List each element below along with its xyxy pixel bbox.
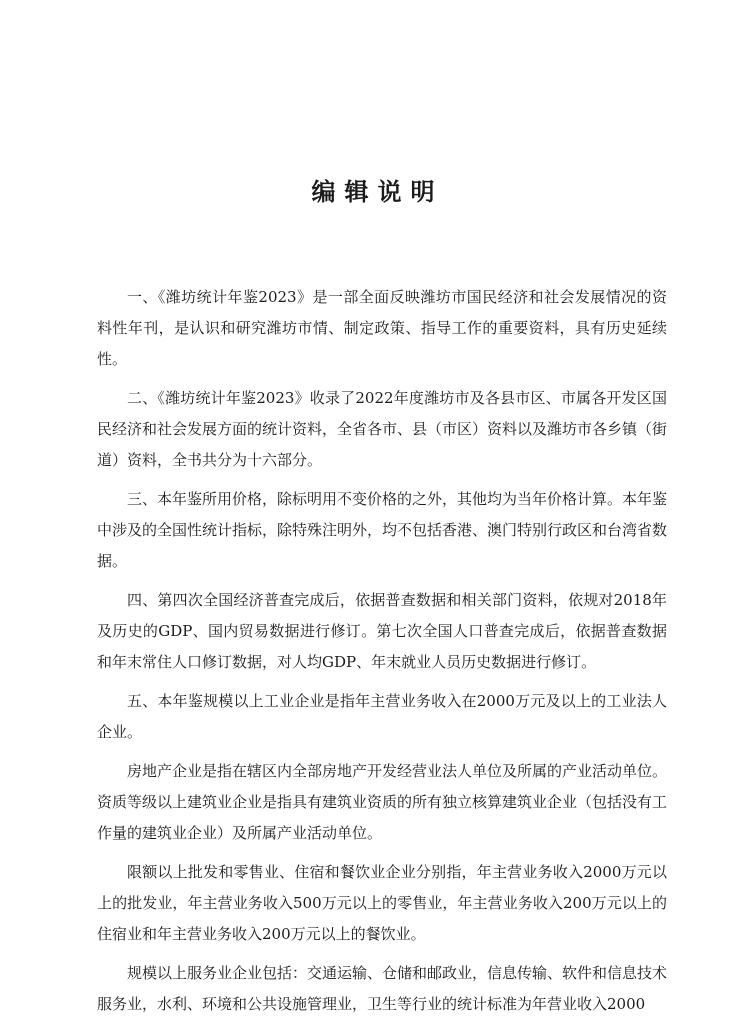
- paragraph-4: 四、第四次全国经济普查完成后，依据普查数据和相关部门资料，依规对2018年及历史的GDP、国内贸易数据进行修订。第七次全国人口普查完成后，依据普查数据和年末常住人口修订数据，对人均GDP、年末就业人员历史数据进行修订。: [97, 591, 667, 671]
- paragraph-2: 二、《潍坊统计年鉴2023》收录了2022年度潍坊市及各县市区、市属各开发区国民经济和社会发展方面的统计资料，全省各市、县（市区）资料以及潍坊市各乡镇（街道）资料，全书共分为十六部分。: [97, 389, 668, 469]
- page-title: 编辑说明: [311, 177, 444, 206]
- paragraph-8: 规模以上服务业企业包括：交通运输、仓储和邮政业，信息传输、软件和信息技术服务业，水利、环境和公共设施管理业，卫生等行业的统计标准为年营业收入2000: [97, 964, 668, 1013]
- document-body: [97, 282, 667, 1028]
- paragraph-3: 三、本年鉴所用价格，除标明用不变价格的之外，其他均为当年价格计算。本年鉴中涉及的全国性统计指标，除特殊注明外，均不包括香港、澳门特别行政区和台湾省数据。: [97, 490, 668, 570]
- paragraph-7: 限额以上批发和零售业、住宿和餐饮业企业分别指，年主营业务收入2000万元以上的批发业，年主营业务收入500万元以上的零售业，年主营业务收入200万元以上的住宿业和年主营业务收入200万元以上的餐饮业。: [97, 863, 667, 943]
- paragraph-6: 房地产企业是指在辖区内全部房地产开发经营业法人单位及所属的产业活动单位。资质等级以上建筑业企业是指具有建筑业资质的所有独立核算建筑业企业（包括没有工作量的建筑业企业）及所属产业活动单位。: [97, 762, 668, 842]
- paragraph-1: 一、《潍坊统计年鉴2023》是一部全面反映潍坊市国民经济和社会发展情况的资料性年刊，是认识和研究潍坊市情、制定政策、指导工作的重要资料，具有历史延续性。: [97, 288, 667, 368]
- paragraph-5: 五、本年鉴规模以上工业企业是指年主营业务收入在2000万元及以上的工业法人企业。: [97, 692, 667, 741]
